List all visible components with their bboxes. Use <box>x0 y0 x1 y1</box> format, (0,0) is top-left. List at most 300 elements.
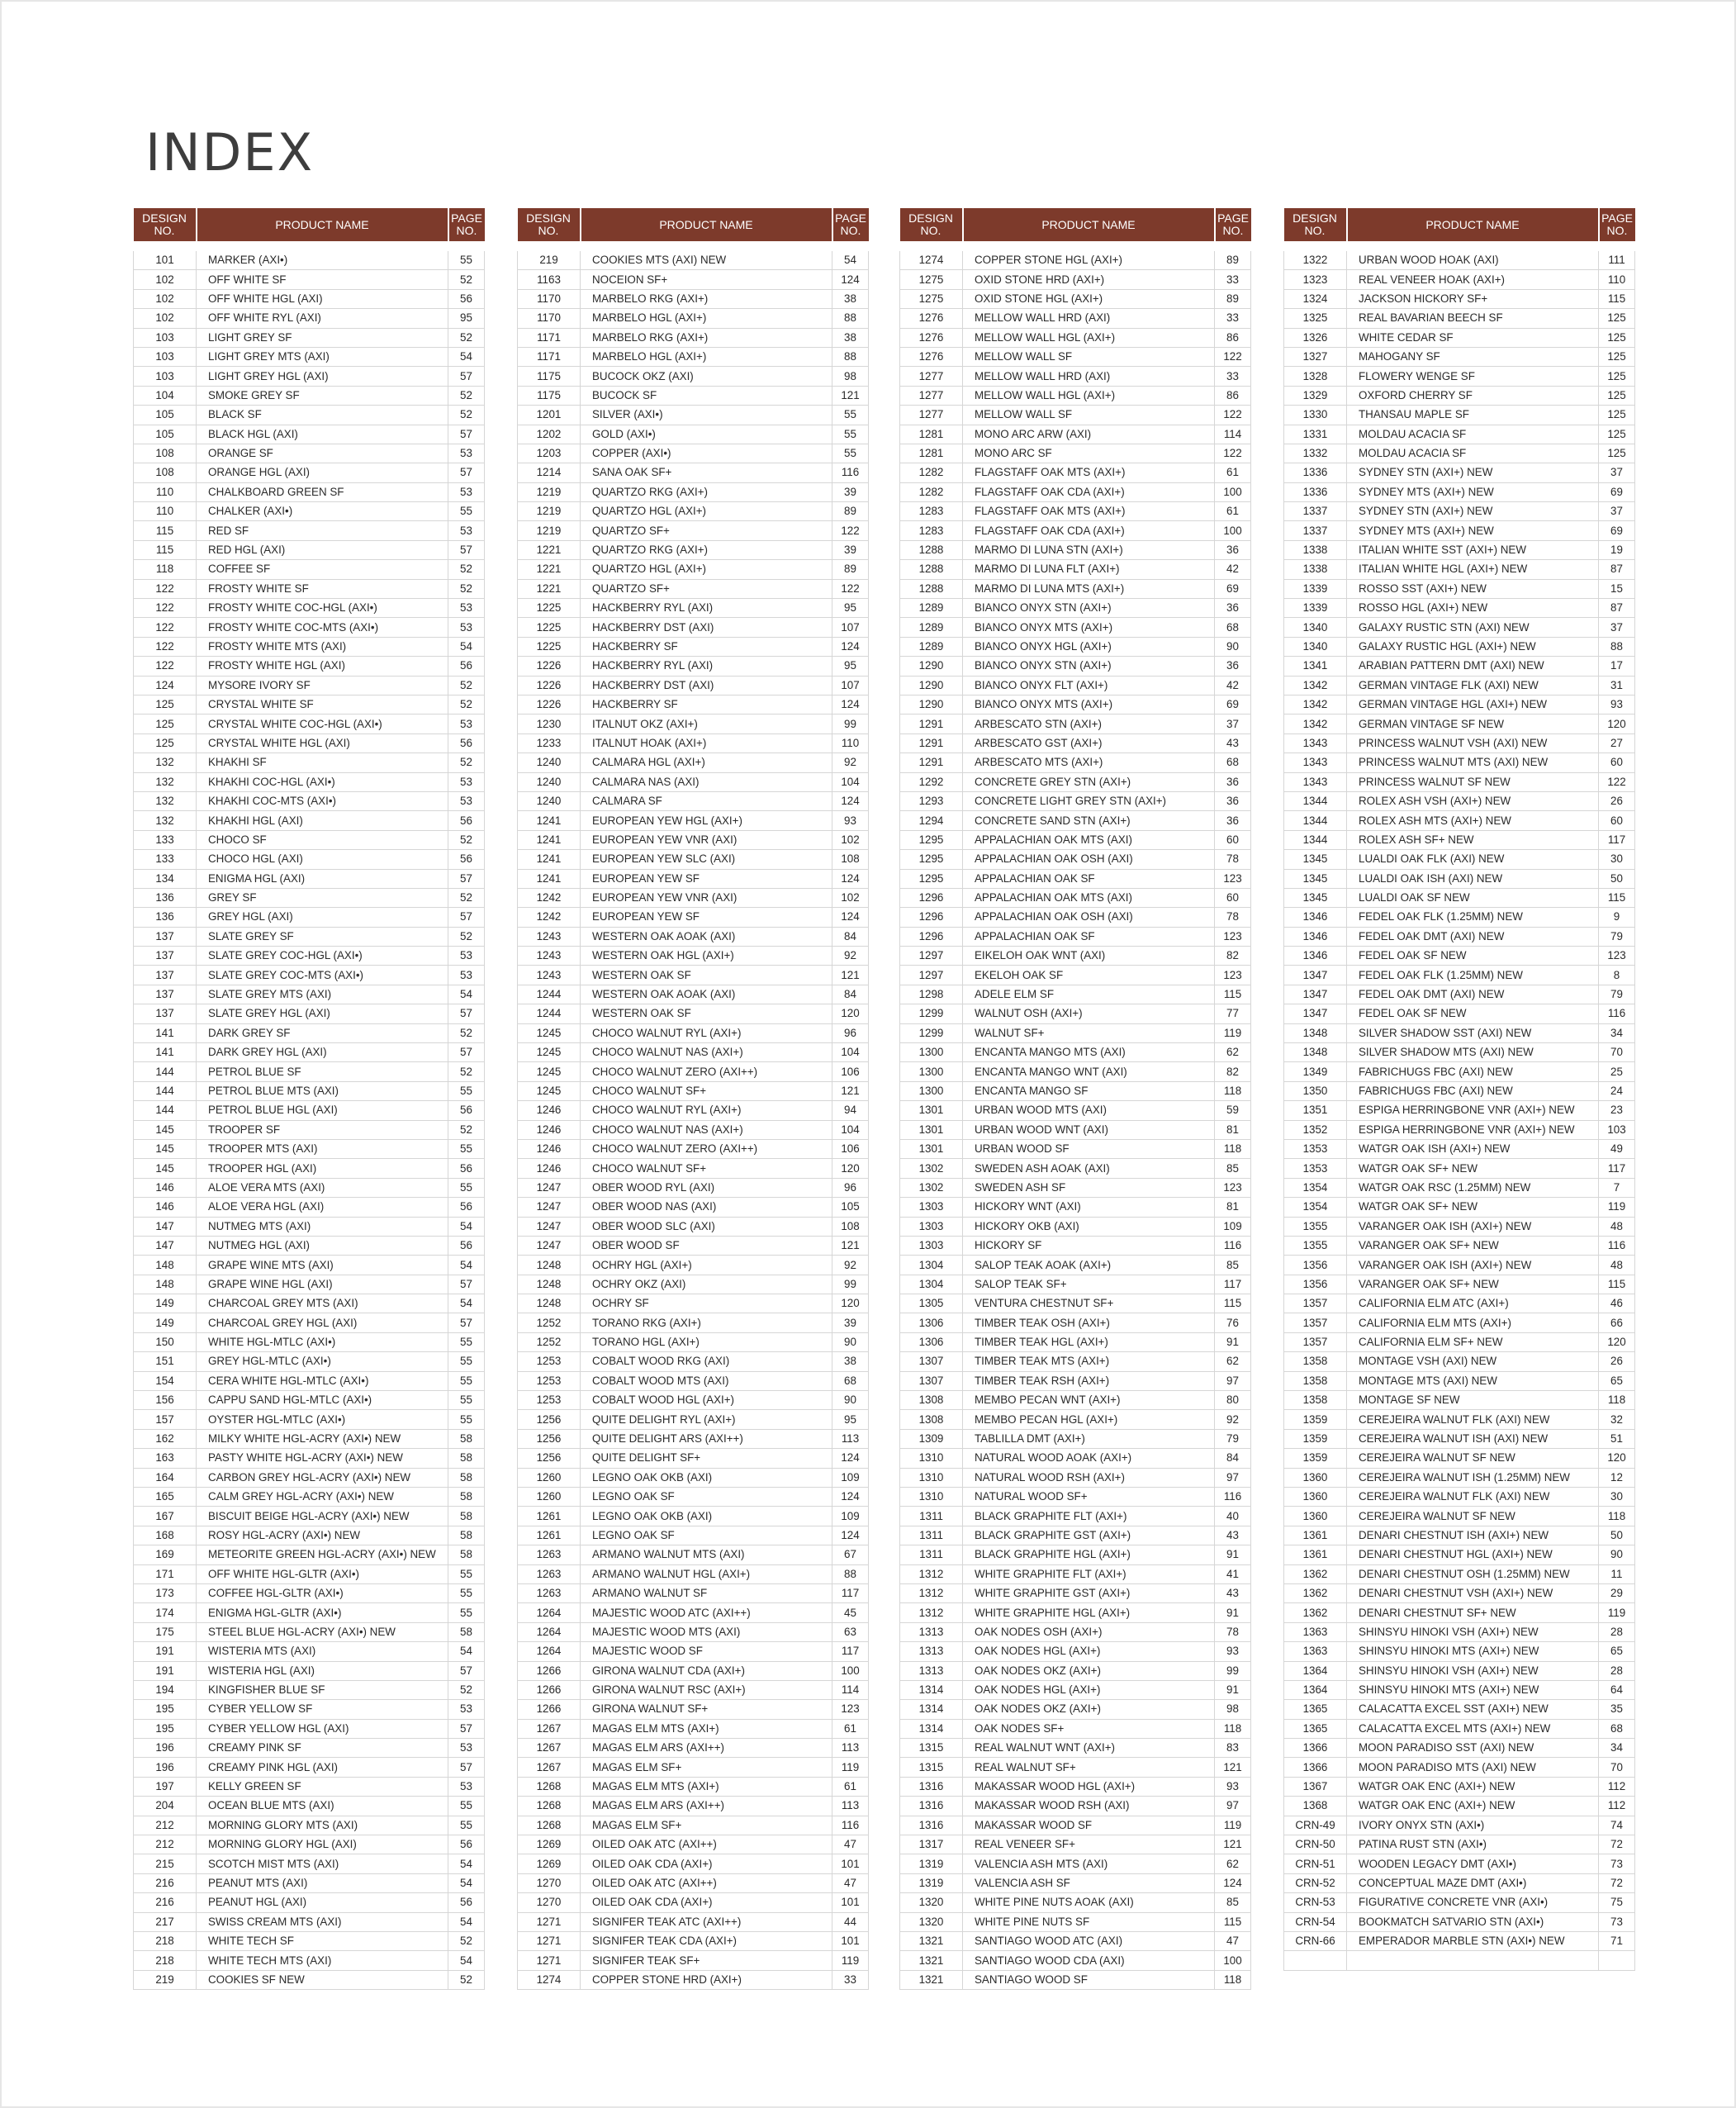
product-name-cell: BIANCO ONYX STN (AXI+) <box>963 657 1215 676</box>
page-no-cell: 100 <box>1215 1951 1251 1970</box>
design-no-cell: 1275 <box>900 270 963 289</box>
page-no-cell: 53 <box>448 1777 485 1796</box>
product-name-cell: VALENCIA ASH MTS (AXI) <box>963 1854 1215 1873</box>
page-no-cell: 68 <box>1215 753 1251 772</box>
page-no-cell: 54 <box>448 1294 485 1313</box>
page-no-cell: 121 <box>1215 1835 1251 1854</box>
table-row <box>134 695 485 714</box>
product-name-cell: LUALDI OAK FLK (AXI) NEW <box>1347 850 1599 869</box>
table-row <box>900 1256 1251 1275</box>
product-name-cell: DENARI CHESTNUT VSH (AXI+) NEW <box>1347 1583 1599 1602</box>
design-no-cell: 1230 <box>518 715 581 734</box>
design-no-cell <box>1284 1951 1347 1970</box>
table-row <box>1284 1120 1635 1139</box>
design-no-cell: 1358 <box>1284 1352 1347 1371</box>
page-no-cell: 116 <box>1215 1236 1251 1255</box>
page-no-cell: 47 <box>832 1873 869 1892</box>
page-no-cell: 58 <box>448 1468 485 1487</box>
page-no-cell: 42 <box>1215 560 1251 579</box>
product-name-cell: GREY SF <box>197 888 448 907</box>
page-no-cell: 15 <box>1599 579 1635 598</box>
design-no-cell: 1364 <box>1284 1661 1347 1680</box>
design-no-cell: 1316 <box>900 1816 963 1835</box>
page-no-cell: 97 <box>1215 1468 1251 1487</box>
page-no-cell: 52 <box>448 695 485 714</box>
design-no-cell: 104 <box>134 386 197 405</box>
design-no-cell: 1353 <box>1284 1139 1347 1158</box>
table-row <box>518 772 869 791</box>
table-row <box>134 676 485 695</box>
table-row <box>518 927 869 946</box>
design-no-cell: 1354 <box>1284 1178 1347 1197</box>
design-no-cell: 1343 <box>1284 772 1347 791</box>
page-no-cell: 12 <box>1599 1468 1635 1487</box>
table-row <box>518 1661 869 1680</box>
page-no-cell: 124 <box>832 791 869 810</box>
product-name-cell: FEDEL OAK FLK (1.25MM) NEW <box>1347 966 1599 985</box>
design-no-cell: 1277 <box>900 406 963 425</box>
page-no-cell: 56 <box>448 850 485 869</box>
product-name-cell: GIRONA WALNUT RSC (AXI+) <box>581 1680 832 1699</box>
page-no-cell: 54 <box>832 251 869 270</box>
table-row <box>1284 1101 1635 1120</box>
product-name-cell: FLAGSTAFF OAK CDA (AXI+) <box>963 482 1215 501</box>
table-row <box>900 1449 1251 1468</box>
product-name-cell: SALOP TEAK AOAK (AXI+) <box>963 1256 1215 1275</box>
page-no-cell: 71 <box>1599 1931 1635 1950</box>
design-no-cell: 145 <box>134 1139 197 1158</box>
header-row <box>518 208 869 241</box>
table-row <box>518 560 869 579</box>
page-no-cell: 84 <box>832 985 869 1004</box>
product-name-cell: PETROL BLUE HGL (AXI) <box>197 1101 448 1120</box>
product-name-cell: WOODEN LEGACY DMT (AXI•) <box>1347 1854 1599 1873</box>
table-row <box>518 502 869 521</box>
table-row <box>1284 1526 1635 1545</box>
product-name-cell: ROLEX ASH VSH (AXI+) NEW <box>1347 791 1599 810</box>
table-row <box>134 406 485 425</box>
design-no-cell: 1295 <box>900 850 963 869</box>
page-no-cell: 109 <box>832 1468 869 1487</box>
table-row <box>518 425 869 444</box>
table-row <box>900 1564 1251 1583</box>
product-name-cell: NUTMEG MTS (AXI) <box>197 1217 448 1236</box>
table-row <box>518 1062 869 1081</box>
page-no-cell: 95 <box>832 657 869 676</box>
design-no-cell: 1361 <box>1284 1526 1347 1545</box>
page-no-cell: 57 <box>448 367 485 386</box>
product-name-cell: ARABIAN PATTERN DMT (AXI) NEW <box>1347 657 1599 676</box>
design-no-cell: 1252 <box>518 1332 581 1351</box>
table-row <box>1284 347 1635 366</box>
page-no-cell: 50 <box>1599 869 1635 888</box>
product-name-cell: SIGNIFER TEAK SF+ <box>581 1951 832 1970</box>
product-name-cell: PEANUT HGL (AXI) <box>197 1893 448 1912</box>
table-row <box>1284 1468 1635 1487</box>
table-row <box>1284 579 1635 598</box>
design-no-cell: 1243 <box>518 966 581 985</box>
product-name-cell: OFF WHITE HGL-GLTR (AXI•) <box>197 1564 448 1583</box>
header-gap <box>1284 241 1635 251</box>
page-no-cell: 118 <box>1599 1391 1635 1410</box>
product-name-cell: ENIGMA HGL-GLTR (AXI•) <box>197 1603 448 1622</box>
design-no-cell: 1163 <box>518 270 581 289</box>
product-name-cell: MAGAS ELM SF+ <box>581 1816 832 1835</box>
design-no-cell: 1300 <box>900 1081 963 1100</box>
table-row <box>518 1043 869 1062</box>
table-row <box>134 1159 485 1178</box>
design-no-cell: 1170 <box>518 289 581 308</box>
product-name-cell: QUARTZO SF+ <box>581 521 832 540</box>
table-row <box>1284 1680 1635 1699</box>
design-no-cell: 1233 <box>518 734 581 753</box>
design-no-cell: 216 <box>134 1893 197 1912</box>
design-no-cell: 1248 <box>518 1275 581 1294</box>
table-row <box>134 830 485 849</box>
design-no-cell: 1271 <box>518 1912 581 1931</box>
product-name-cell: MAGAS ELM SF+ <box>581 1758 832 1777</box>
table-row <box>134 309 485 328</box>
product-name-cell: HACKBERRY DST (AXI) <box>581 618 832 637</box>
product-name-cell: HACKBERRY RYL (AXI) <box>581 599 832 618</box>
page-no-cell: 33 <box>832 1970 869 1989</box>
page-no-cell: 58 <box>448 1622 485 1641</box>
page-no-cell: 53 <box>448 1739 485 1758</box>
design-no-cell: 1225 <box>518 599 581 618</box>
product-name-cell: ENCANTA MANGO WNT (AXI) <box>963 1062 1215 1081</box>
product-name-cell: EUROPEAN YEW SLC (AXI) <box>581 850 832 869</box>
page-no-cell: 87 <box>1599 560 1635 579</box>
product-name-cell: DARK GREY SF <box>197 1023 448 1042</box>
design-no-cell: 1332 <box>1284 444 1347 463</box>
page-no-cell: 26 <box>1599 1352 1635 1371</box>
product-name-cell: ENCANTA MANGO SF <box>963 1081 1215 1100</box>
design-no-cell: 1281 <box>900 444 963 463</box>
design-no-cell: 1320 <box>900 1893 963 1912</box>
page-no-cell: 101 <box>832 1931 869 1950</box>
design-no-cell: 103 <box>134 328 197 347</box>
table-row <box>134 618 485 637</box>
product-name-header: PRODUCT NAME <box>581 208 832 241</box>
product-name-cell: BLACK SF <box>197 406 448 425</box>
table-row <box>1284 270 1635 289</box>
page-no-cell: 57 <box>448 869 485 888</box>
page-no-cell: 61 <box>1215 463 1251 482</box>
page-no-cell: 45 <box>832 1603 869 1622</box>
design-no-cell: 1308 <box>900 1410 963 1429</box>
page-no-cell: 79 <box>1215 1429 1251 1448</box>
product-name-cell: TIMBER TEAK MTS (AXI+) <box>963 1352 1215 1371</box>
table-row <box>1284 1642 1635 1661</box>
design-no-cell: 191 <box>134 1661 197 1680</box>
table-row <box>1284 1931 1635 1950</box>
page-no-cell: 54 <box>448 1217 485 1236</box>
product-name-cell: MORNING GLORY MTS (AXI) <box>197 1816 448 1835</box>
product-name-cell: TIMBER TEAK RSH (AXI+) <box>963 1371 1215 1390</box>
design-no-cell: 1202 <box>518 425 581 444</box>
product-name-cell: TORANO RKG (AXI+) <box>581 1313 832 1332</box>
design-no-cell: 1302 <box>900 1159 963 1178</box>
table-row <box>1284 521 1635 540</box>
page-no-cell: 38 <box>832 1352 869 1371</box>
design-no-cell: 137 <box>134 1004 197 1023</box>
design-no-cell: 150 <box>134 1332 197 1351</box>
product-name-cell: MOLDAU ACACIA SF <box>1347 444 1599 463</box>
product-name-cell: CALMARA HGL (AXI+) <box>581 753 832 772</box>
design-no-cell: 1269 <box>518 1854 581 1873</box>
table-row <box>518 1564 869 1583</box>
table-row <box>1284 1719 1635 1738</box>
product-name-cell: CERA WHITE HGL-MTLC (AXI•) <box>197 1371 448 1390</box>
product-name-cell: MOON PARADISO MTS (AXI) NEW <box>1347 1758 1599 1777</box>
table-row <box>518 1835 869 1854</box>
design-no-cell: 1363 <box>1284 1622 1347 1641</box>
design-no-cell: 173 <box>134 1583 197 1602</box>
product-name-cell: CHOCO WALNUT RYL (AXI+) <box>581 1023 832 1042</box>
table-row <box>900 1893 1251 1912</box>
page-no-cell: 36 <box>1215 599 1251 618</box>
design-no-cell: CRN-49 <box>1284 1816 1347 1835</box>
page-no-cell: 116 <box>1215 1488 1251 1507</box>
table-row <box>900 1429 1251 1448</box>
page-no-cell: 107 <box>832 618 869 637</box>
product-name-cell: MAHOGANY SF <box>1347 347 1599 366</box>
table-row <box>1284 1429 1635 1448</box>
design-header-line1: DESIGN <box>142 211 187 225</box>
table-row <box>900 270 1251 289</box>
table-row <box>518 386 869 405</box>
table-row <box>518 1642 869 1661</box>
table-row <box>134 947 485 966</box>
design-no-cell: 108 <box>134 444 197 463</box>
page-no-cell: 124 <box>832 695 869 714</box>
page-no-cell: 47 <box>1215 1931 1251 1950</box>
product-name-cell: OAK NODES OSH (AXI+) <box>963 1622 1215 1641</box>
product-name-cell: WHITE TECH SF <box>197 1931 448 1950</box>
page-no-cell: 34 <box>1599 1739 1635 1758</box>
page-no-cell: 78 <box>1215 908 1251 927</box>
product-name-cell: CALIFORNIA ELM MTS (AXI+) <box>1347 1313 1599 1332</box>
page-no-cell: 72 <box>1599 1835 1635 1854</box>
page-no-cell: 91 <box>1215 1680 1251 1699</box>
table-row <box>1284 695 1635 714</box>
table-row <box>900 1468 1251 1487</box>
table-row <box>900 1758 1251 1777</box>
table-row <box>134 425 485 444</box>
page-no-cell: 74 <box>1599 1816 1635 1835</box>
design-no-cell: 103 <box>134 347 197 366</box>
design-no-cell: 1346 <box>1284 927 1347 946</box>
product-name-cell: COPPER STONE HGL (AXI+) <box>963 251 1215 270</box>
table-row <box>900 1139 1251 1158</box>
design-no-cell: 1253 <box>518 1391 581 1410</box>
table-row <box>134 888 485 907</box>
product-name-cell: HACKBERRY RYL (AXI) <box>581 657 832 676</box>
table-row <box>900 367 1251 386</box>
product-name-cell: VARANGER OAK ISH (AXI+) NEW <box>1347 1217 1599 1236</box>
product-name-cell: GRAPE WINE HGL (AXI) <box>197 1275 448 1294</box>
table-row <box>1284 772 1635 791</box>
table-row <box>1284 1352 1635 1371</box>
design-no-cell: 1301 <box>900 1120 963 1139</box>
design-no-cell: 1316 <box>900 1797 963 1816</box>
product-name-cell: URBAN WOOD SF <box>963 1139 1215 1158</box>
table-row <box>1284 908 1635 927</box>
table-row <box>1284 1622 1635 1641</box>
table-row <box>134 251 485 270</box>
design-no-cell: 162 <box>134 1429 197 1448</box>
table-row <box>134 1912 485 1931</box>
product-name-cell: CHARCOAL GREY MTS (AXI) <box>197 1294 448 1313</box>
design-no-cell: 137 <box>134 966 197 985</box>
design-no-cell: 1248 <box>518 1294 581 1313</box>
table-row <box>518 850 869 869</box>
page-no-cell: 36 <box>1215 811 1251 830</box>
page-no-cell: 58 <box>448 1526 485 1545</box>
product-name-header: PRODUCT NAME <box>1347 208 1599 241</box>
page-no-cell: 39 <box>832 1313 869 1332</box>
product-name-cell: GIRONA WALNUT CDA (AXI+) <box>581 1661 832 1680</box>
table-row <box>1284 367 1635 386</box>
product-name-cell: OBER WOOD SLC (AXI) <box>581 1217 832 1236</box>
product-name-cell: LEGNO OAK SF <box>581 1526 832 1545</box>
design-no-cell: 1264 <box>518 1642 581 1661</box>
page-no-cell: 97 <box>1215 1797 1251 1816</box>
product-name-cell: CRYSTAL WHITE SF <box>197 695 448 714</box>
product-name-cell: APPALACHIAN OAK MTS (AXI) <box>963 830 1215 849</box>
design-no-cell: 1271 <box>518 1951 581 1970</box>
design-no-cell: 1353 <box>1284 1159 1347 1178</box>
design-no-cell: 1253 <box>518 1352 581 1371</box>
table-row <box>1284 482 1635 501</box>
product-name-cell: LIGHT GREY HGL (AXI) <box>197 367 448 386</box>
table-row <box>900 599 1251 618</box>
page-no-cell: 55 <box>448 1081 485 1100</box>
page-no-cell: 53 <box>448 947 485 966</box>
design-no-cell: 147 <box>134 1217 197 1236</box>
table-row <box>518 1816 869 1835</box>
table-row <box>518 830 869 849</box>
design-no-cell: CRN-53 <box>1284 1893 1347 1912</box>
design-no-cell: 1244 <box>518 985 581 1004</box>
page-no-cell: 85 <box>1215 1893 1251 1912</box>
table-row <box>518 791 869 810</box>
design-no-cell: 1245 <box>518 1081 581 1100</box>
table-row <box>900 1332 1251 1351</box>
design-no-cell: 1360 <box>1284 1507 1347 1526</box>
page-no-cell: 58 <box>448 1488 485 1507</box>
table-row <box>900 947 1251 966</box>
page-no-cell: 60 <box>1599 753 1635 772</box>
page-no-cell: 52 <box>448 406 485 425</box>
product-name-cell: URBAN WOOD WNT (AXI) <box>963 1120 1215 1139</box>
product-name-cell: MARBELO HGL (AXI+) <box>581 309 832 328</box>
page-no-cell: 113 <box>832 1429 869 1448</box>
page-no-cell: 55 <box>448 1583 485 1602</box>
page-no-cell: 56 <box>448 1835 485 1854</box>
product-name-cell: SILVER SHADOW MTS (AXI) NEW <box>1347 1043 1599 1062</box>
page-no-cell: 125 <box>1599 309 1635 328</box>
product-name-cell: WESTERN OAK HGL (AXI+) <box>581 947 832 966</box>
table-row <box>518 1622 869 1641</box>
product-name-cell: NOCEION SF+ <box>581 270 832 289</box>
design-no-cell: 1246 <box>518 1120 581 1139</box>
product-name-cell: BLACK GRAPHITE GST (AXI+) <box>963 1526 1215 1545</box>
table-row <box>900 966 1251 985</box>
product-name-cell: DENARI CHESTNUT SF+ NEW <box>1347 1603 1599 1622</box>
table-row <box>1284 830 1635 849</box>
design-no-cell: 1221 <box>518 579 581 598</box>
design-header-line2: NO. <box>154 224 175 237</box>
design-no-cell: 1322 <box>1284 251 1347 270</box>
table-row <box>900 1159 1251 1178</box>
design-no-cell: 1290 <box>900 657 963 676</box>
product-name-cell: MAKASSAR WOOD RSH (AXI) <box>963 1797 1215 1816</box>
design-no-cell: 102 <box>134 270 197 289</box>
page-no-cell: 43 <box>1215 734 1251 753</box>
design-no-cell: 1360 <box>1284 1468 1347 1487</box>
design-no-cell: 1313 <box>900 1661 963 1680</box>
product-name-cell: OCHRY SF <box>581 1294 832 1313</box>
product-name-header: PRODUCT NAME <box>197 208 448 241</box>
page-no-cell: 56 <box>448 734 485 753</box>
product-name-cell: ARBESCATO STN (AXI+) <box>963 715 1215 734</box>
table-row <box>134 347 485 366</box>
product-name-cell: MEMBO PECAN WNT (AXI+) <box>963 1391 1215 1410</box>
design-no-cell: 163 <box>134 1449 197 1468</box>
design-no-cell: CRN-52 <box>1284 1873 1347 1892</box>
table-row <box>134 1680 485 1699</box>
table-row <box>518 1951 869 1970</box>
product-name-cell: SANTIAGO WOOD CDA (AXI) <box>963 1951 1215 1970</box>
table-row <box>518 1603 869 1622</box>
design-no-cell: 1246 <box>518 1159 581 1178</box>
design-no-cell: 1283 <box>900 502 963 521</box>
table-row <box>518 1371 869 1390</box>
table-row <box>900 1661 1251 1680</box>
product-name-cell: MONTAGE VSH (AXI) NEW <box>1347 1352 1599 1371</box>
table-row <box>1284 1912 1635 1931</box>
product-name-cell: SIGNIFER TEAK ATC (AXI++) <box>581 1912 832 1931</box>
page-no-cell: 90 <box>832 1332 869 1351</box>
table-row <box>134 1739 485 1758</box>
product-name-cell: FEDEL OAK DMT (AXI) NEW <box>1347 927 1599 946</box>
design-no-cell: 1296 <box>900 927 963 946</box>
page-no-cell: 84 <box>832 927 869 946</box>
design-no-cell: 1312 <box>900 1583 963 1602</box>
page-no-cell: 56 <box>448 1236 485 1255</box>
table-row <box>1284 676 1635 695</box>
design-no-cell: 144 <box>134 1101 197 1120</box>
product-name-cell: CREAMY PINK SF <box>197 1739 448 1758</box>
page-no-cell: 112 <box>1599 1777 1635 1796</box>
page-no-cell: 120 <box>1599 1332 1635 1351</box>
design-no-cell: 1225 <box>518 637 581 656</box>
design-no-cell: 1345 <box>1284 850 1347 869</box>
design-no-cell: 132 <box>134 772 197 791</box>
design-no-cell: 1241 <box>518 811 581 830</box>
product-name-cell: ARMANO WALNUT MTS (AXI) <box>581 1545 832 1564</box>
design-no-cell: 1242 <box>518 908 581 927</box>
design-no-cell: 125 <box>134 715 197 734</box>
table-row <box>900 1777 1251 1796</box>
design-no-cell: 1268 <box>518 1777 581 1796</box>
product-name-cell: FEDEL OAK SF NEW <box>1347 1004 1599 1023</box>
table-row <box>518 1236 869 1255</box>
page-no-cell: 114 <box>832 1680 869 1699</box>
page-no-cell: 37 <box>1599 618 1635 637</box>
design-no-cell: 216 <box>134 1873 197 1892</box>
